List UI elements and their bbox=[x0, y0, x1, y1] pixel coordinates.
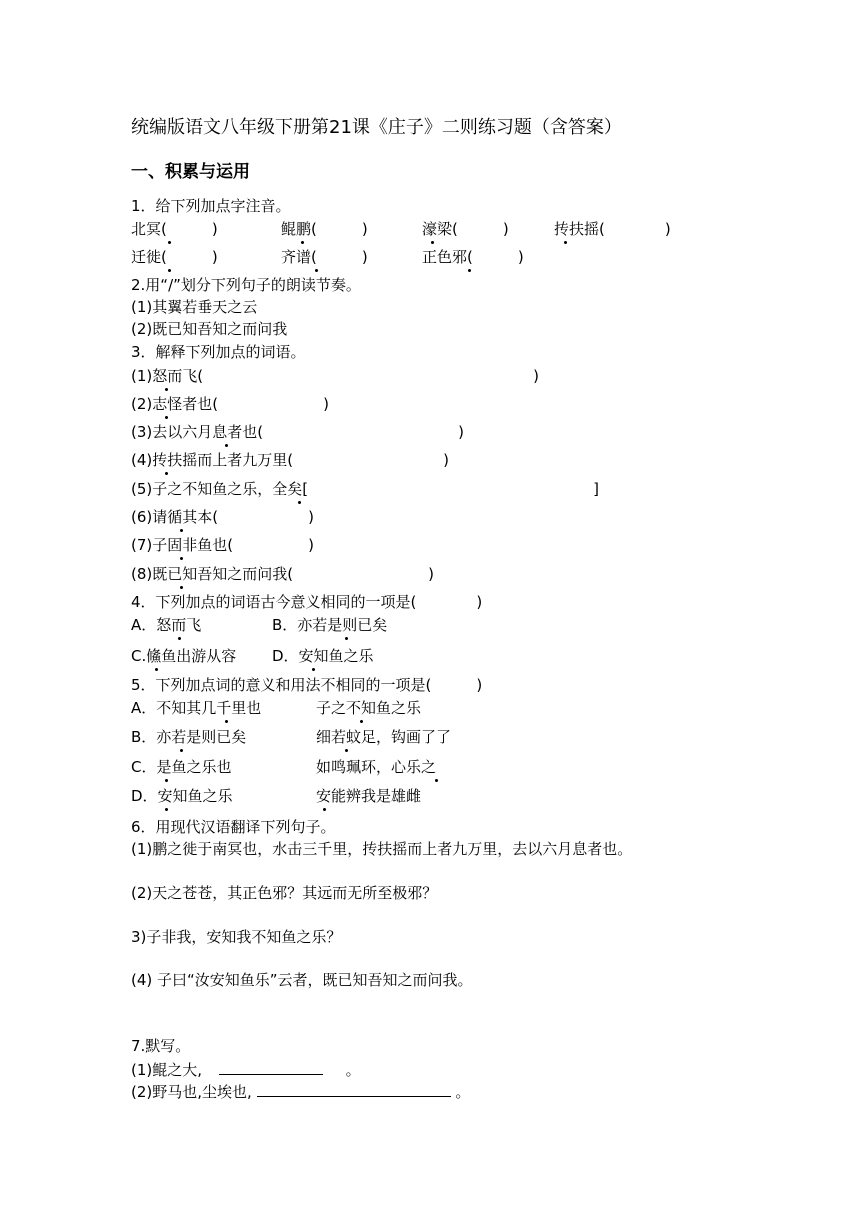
emphasis-dot bbox=[345, 749, 348, 752]
q3-item-4: (4)抟扶摇而上者九万里( ) bbox=[131, 451, 449, 469]
q3-item-2: (2)志怪者也( ) bbox=[131, 395, 329, 413]
question-6-prompt: 6．用现代汉语翻译下列句子。 bbox=[131, 818, 336, 836]
q3-item-7: (7)子固非鱼也( ) bbox=[131, 536, 314, 554]
emphasis-dot bbox=[168, 269, 171, 272]
q2-item-1: (1)其翼若垂天之云 bbox=[131, 298, 258, 316]
emphasis-dot bbox=[180, 749, 183, 752]
q4-option-b: B．亦若是则已矣 bbox=[272, 616, 388, 634]
q1-item-qipu: 齐谱( ) bbox=[281, 248, 368, 266]
q6-item-1: (1)鹏之徙于南冥也，水击三千里，抟扶摇而上者九万里，去以六月息者也。 bbox=[131, 840, 633, 858]
question-3-prompt: 3．解释下列加点的词语。 bbox=[131, 343, 306, 361]
q2-item-2: (2)既已知吾知之而问我 bbox=[131, 320, 288, 338]
q5-option-c-right: 如鸣珮环，心乐之 bbox=[316, 758, 437, 776]
section-heading: 一、积累与运用 bbox=[131, 162, 250, 182]
emphasis-dot bbox=[180, 557, 183, 560]
emphasis-dot bbox=[155, 668, 158, 671]
q1-item-tuanfuyao: 抟扶摇( ) bbox=[554, 220, 671, 238]
q5-option-a-right: 子之不知鱼之乐 bbox=[316, 699, 422, 717]
emphasis-dot bbox=[360, 720, 363, 723]
emphasis-dot bbox=[165, 779, 168, 782]
answer-blank[interactable] bbox=[257, 1080, 451, 1097]
emphasis-dot bbox=[165, 388, 168, 391]
emphasis-dot bbox=[564, 241, 567, 244]
q1-item-zhengseye: 正色邪( ) bbox=[422, 248, 524, 266]
emphasis-dot bbox=[225, 444, 228, 447]
q7-item-2-suffix: 。 bbox=[455, 1083, 471, 1101]
q7-item-2 bbox=[131, 1080, 470, 1102]
question-7-prompt: 7.默写。 bbox=[131, 1037, 191, 1055]
q5-option-c-left: C．是鱼之乐也 bbox=[131, 758, 232, 776]
q7-item-1 bbox=[131, 1058, 361, 1080]
page-title: 统编版语文八年级下册第21课《庄子》二则练习题（含答案） bbox=[131, 117, 622, 138]
q5-option-d-left: D．安知鱼之乐 bbox=[131, 787, 233, 805]
q3-item-6: (6)请循其本( ) bbox=[131, 508, 314, 526]
q5-option-b-left: B．亦若是则已矣 bbox=[131, 728, 247, 746]
emphasis-dot bbox=[178, 637, 181, 640]
q5-option-d-right: 安能辨我是雄雌 bbox=[316, 787, 422, 805]
emphasis-dot bbox=[180, 529, 183, 532]
emphasis-dot bbox=[345, 637, 348, 640]
emphasis-dot bbox=[168, 241, 171, 244]
q3-item-3: (3)去以六月息者也( ) bbox=[131, 423, 464, 441]
emphasis-dot bbox=[180, 586, 183, 589]
emphasis-dot bbox=[165, 472, 168, 475]
emphasis-dot bbox=[312, 668, 315, 671]
q1-item-kunpeng: 鲲鹏( ) bbox=[281, 220, 368, 238]
answer-blank[interactable] bbox=[219, 1058, 323, 1075]
q4-option-a: A．怒而飞 bbox=[131, 616, 202, 634]
emphasis-dot bbox=[435, 779, 438, 782]
q3-item-1: (1)怒而飞( ) bbox=[131, 367, 539, 385]
emphasis-dot bbox=[315, 269, 318, 272]
q7-item-1-prefix: (1)鲲之大, bbox=[131, 1061, 203, 1079]
emphasis-dot bbox=[323, 808, 326, 811]
emphasis-dot bbox=[301, 241, 304, 244]
emphasis-dot bbox=[298, 501, 301, 504]
q7-item-1-suffix: 。 bbox=[345, 1061, 361, 1079]
q1-item-qianxi: 迁徙( ) bbox=[131, 248, 218, 266]
emphasis-dot bbox=[431, 241, 434, 244]
emphasis-dot bbox=[225, 720, 228, 723]
question-2-prompt: 2.用“/”划分下列句子的朗读节奏。 bbox=[131, 276, 361, 294]
q3-item-8: (8)既已知吾知之而问我( ) bbox=[131, 565, 434, 583]
q6-item-3: 3)子非我，安知我不知鱼之乐？ bbox=[131, 928, 342, 946]
q5-option-a-left: A．不知其几千里也 bbox=[131, 699, 262, 717]
q7-item-2-prefix: (2)野马也,尘埃也, bbox=[131, 1083, 252, 1101]
q1-item-beiming: 北冥( ) bbox=[131, 220, 218, 238]
q5-option-b-right: 细若蚊足，钩画了了 bbox=[316, 728, 452, 746]
emphasis-dot bbox=[468, 269, 471, 272]
question-1-prompt: 1．给下列加点字注音。 bbox=[131, 197, 291, 215]
q6-item-4: (4) 子曰“汝安知鱼乐”云者，既已知吾知之而问我。 bbox=[131, 971, 473, 989]
emphasis-dot bbox=[165, 416, 168, 419]
question-5-prompt: 5．下列加点词的意义和用法不相同的一项是( ) bbox=[131, 676, 483, 694]
emphasis-dot bbox=[165, 808, 168, 811]
q1-item-haoliang: 濠梁( ) bbox=[422, 220, 509, 238]
q6-item-2: (2)天之苍苍，其正色邪？其远而无所至极邪？ bbox=[131, 884, 438, 902]
q4-option-c: C.鯈鱼出游从容 bbox=[131, 647, 237, 665]
q3-item-5: (5)子之不知鱼之乐，全矣[ ] bbox=[131, 480, 599, 498]
q4-option-d: D．安知鱼之乐 bbox=[272, 647, 374, 665]
question-4-prompt: 4．下列加点的词语古今意义相同的一项是( ) bbox=[131, 593, 483, 611]
